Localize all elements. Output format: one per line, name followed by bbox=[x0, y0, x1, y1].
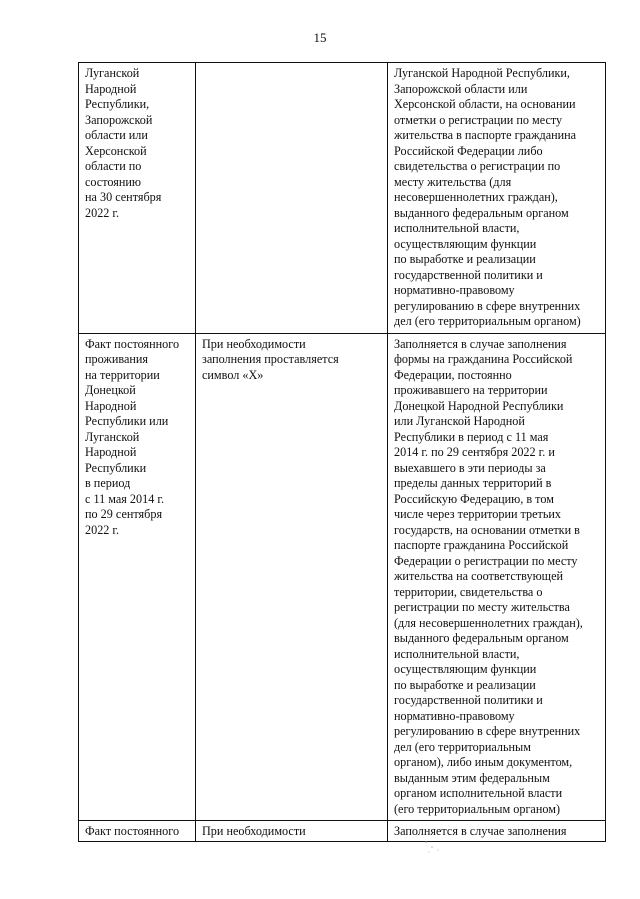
description-cell bbox=[388, 333, 606, 821]
text-line: области или bbox=[85, 128, 148, 142]
text-line: или Луганской Народной bbox=[394, 414, 525, 428]
text-line: При необходимости bbox=[202, 336, 306, 351]
text-line: выданного федеральным органом bbox=[394, 205, 569, 220]
text-line: органом исполнительной власти bbox=[394, 786, 563, 800]
text-line: Факт постоянного bbox=[85, 824, 180, 838]
text-line: регулированию в сфере внутренних bbox=[394, 298, 581, 313]
instruction-cell bbox=[196, 63, 388, 334]
text-line: Херсонской bbox=[85, 143, 147, 158]
text-line: регистрации по месту жительства bbox=[394, 600, 570, 614]
text-line: государственной политики и bbox=[394, 267, 543, 282]
text-line: паспорте гражданина Российской bbox=[394, 538, 569, 552]
text-line: Республики, bbox=[85, 97, 150, 111]
text-line: Российской Федерации либо bbox=[394, 143, 543, 158]
text-line: отметки о регистрации по месту bbox=[394, 112, 563, 127]
text-line: по выработке и реализации bbox=[394, 252, 536, 266]
page-number: 15 bbox=[313, 30, 327, 45]
text-line: дел (его территориальным органом) bbox=[394, 314, 581, 328]
text-line: числе через территории третьих bbox=[394, 507, 562, 521]
text-line: выданным этим федеральным bbox=[394, 770, 550, 785]
text-line: Народной bbox=[85, 445, 137, 459]
table-row bbox=[79, 821, 606, 842]
text-line: государств, на основании отметки в bbox=[394, 522, 580, 537]
criterion-cell bbox=[79, 333, 196, 821]
criterion-cell bbox=[79, 63, 196, 334]
instruction-cell bbox=[196, 821, 388, 842]
text-line: Луганской bbox=[85, 66, 140, 80]
text-line: Республики bbox=[85, 460, 147, 475]
text-line: заполнения проставляется bbox=[202, 352, 339, 366]
text-line: выехавшего в эти периоды за bbox=[394, 460, 546, 475]
text-line: месту жительства (для bbox=[394, 174, 512, 189]
text-line: на территории bbox=[85, 367, 160, 382]
text-line: (его территориальным органом) bbox=[394, 801, 561, 816]
text-line: Херсонской области, на основании bbox=[394, 97, 576, 111]
text-line: на 30 сентября bbox=[85, 190, 162, 204]
text-line: территории, свидетельства о bbox=[394, 584, 543, 599]
text-line: проживавшего на территории bbox=[394, 383, 548, 397]
text-line: дел (его территориальным bbox=[394, 739, 531, 754]
text-line: свидетельства о регистрации по bbox=[394, 159, 561, 173]
text-line: осуществляющим функции bbox=[394, 236, 537, 251]
description-cell bbox=[388, 63, 606, 334]
text-line: пределы данных территорий в bbox=[394, 476, 552, 490]
text-line: жительства в паспорте гражданина bbox=[394, 128, 577, 142]
text-line: Запорожской bbox=[85, 112, 153, 127]
text-line: Донецкой bbox=[85, 383, 136, 397]
text-line: Федерации о регистрации по месту bbox=[394, 553, 578, 568]
text-line: (для несовершеннолетних граждан), bbox=[394, 615, 583, 630]
text-line: государственной политики и bbox=[394, 693, 543, 707]
text-line: Луганской Народной Республики, bbox=[394, 66, 570, 80]
text-line: состоянию bbox=[85, 174, 141, 189]
text-line: Народной bbox=[85, 81, 137, 96]
text-line: нормативно-правовому bbox=[394, 283, 515, 297]
text-line: проживания bbox=[85, 352, 149, 366]
text-line: Федерации, постоянно bbox=[394, 367, 512, 382]
table-row bbox=[79, 333, 606, 821]
text-line: исполнительной власти, bbox=[394, 221, 520, 235]
text-line: 2014 г. по 29 сентября 2022 г. и bbox=[394, 445, 555, 459]
text-line: При необходимости bbox=[202, 824, 306, 838]
text-line: Республики или bbox=[85, 414, 169, 428]
text-line: по 29 сентября bbox=[85, 507, 163, 521]
text-line: с 11 мая 2014 г. bbox=[85, 491, 165, 506]
text-line: формы на гражданина Российской bbox=[394, 352, 573, 366]
text-line: жительства на соответствующей bbox=[394, 569, 563, 583]
document-table bbox=[78, 62, 606, 842]
instruction-cell bbox=[196, 333, 388, 821]
text-line: регулированию в сфере внутренних bbox=[394, 724, 581, 738]
text-line: области по bbox=[85, 159, 142, 173]
text-line: Народной bbox=[85, 398, 137, 413]
text-line: Запорожской области или bbox=[394, 81, 528, 96]
text-line: выданного федеральным органом bbox=[394, 631, 569, 645]
scan-specks bbox=[420, 838, 450, 858]
text-line: органом), либо иным документом, bbox=[394, 755, 573, 769]
text-line: нормативно-правовому bbox=[394, 708, 515, 723]
text-line: Заполняется в случае заполнения bbox=[394, 824, 567, 838]
text-line: Луганской bbox=[85, 429, 140, 444]
text-line: символ «X» bbox=[202, 367, 264, 382]
text-line: несовершеннолетних граждан), bbox=[394, 190, 558, 204]
text-line: осуществляющим функции bbox=[394, 662, 537, 676]
text-line: исполнительной власти, bbox=[394, 646, 520, 661]
table-row bbox=[79, 63, 606, 334]
criterion-cell bbox=[79, 821, 196, 842]
text-line: по выработке и реализации bbox=[394, 677, 536, 692]
text-line: Заполняется в случае заполнения bbox=[394, 336, 567, 351]
text-line: в период bbox=[85, 476, 131, 490]
text-line: Факт постоянного bbox=[85, 336, 180, 351]
text-line: Российскую Федерацию, в том bbox=[394, 491, 554, 506]
text-line: Донецкой Народной Республики bbox=[394, 398, 564, 413]
text-line: 2022 г. bbox=[85, 205, 120, 220]
text-line: 2022 г. bbox=[85, 522, 120, 537]
text-line: Республики в период с 11 мая bbox=[394, 429, 549, 444]
